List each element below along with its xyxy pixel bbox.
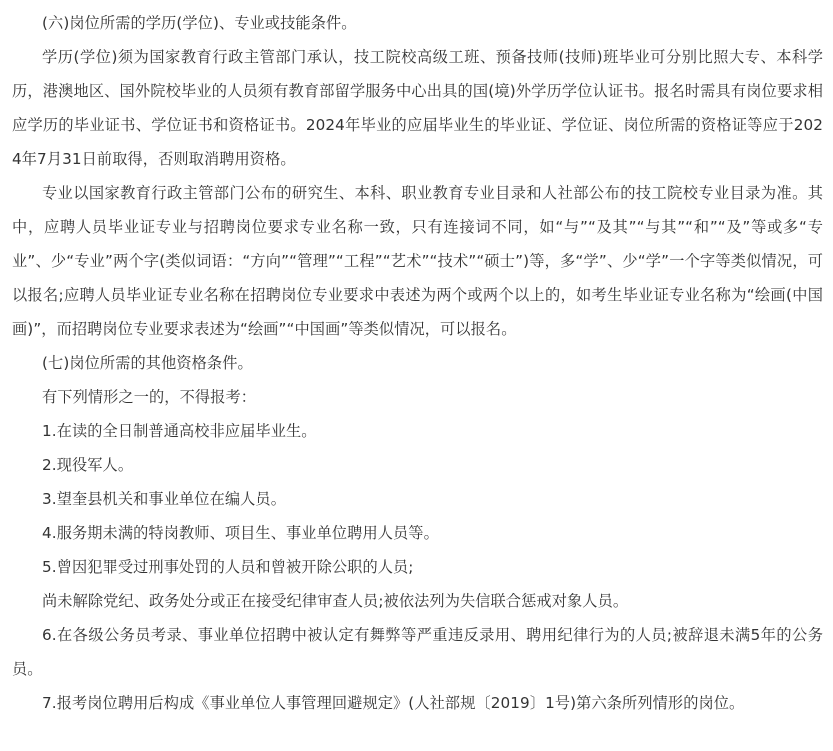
- list-item-exclusion-6: 6.在各级公务员考录、事业单位招聘中被认定有舞弊等严重违反录用、聘用纪律行为的人员;被辞退未满5年的公务员。: [12, 626, 823, 678]
- list-item-exclusion-5-continued: 尚未解除党纪、政务处分或正在接受纪律审查人员;被依法列为失信联合惩戒对象人员。: [42, 592, 629, 610]
- list-item-exclusion-4: 4.服务期未满的特岗教师、项目生、事业单位聘用人员等。: [42, 524, 439, 542]
- list-item-exclusion-5: 5.曾因犯罪受过刑事处罚的人员和曾被开除公职的人员;: [42, 558, 414, 576]
- section-heading-education: (六)岗位所需的学历(学位)、专业或技能条件。: [42, 14, 357, 32]
- list-item-exclusion-1: 1.在读的全日制普通高校非应届毕业生。: [42, 422, 317, 440]
- list-item-exclusion-2: 2.现役军人。: [42, 456, 134, 474]
- paragraph-exclusion-intro: 有下列情形之一的，不得报考：: [42, 388, 257, 406]
- section-heading-other-qualifications: (七)岗位所需的其他资格条件。: [42, 354, 253, 372]
- paragraph-education-requirements: 学历(学位)须为国家教育行政主管部门承认，技工院校高级工班、预备技师(技师)班毕业可分别比照大专、本科学历，港澳地区、国外院校毕业的人员须有教育部留学服务中心出具的国(境)外学历学位认证书。报名时需具有岗位要求相应学历的毕业证书、学位证书和资格证书。2024年毕业的应届毕业生的毕业证、学位证、岗位所需的资格证等应于2024年7月31日前取得，否则取消聘用资格。: [12, 48, 823, 168]
- list-item-exclusion-7: 7.报考岗位聘用后构成《事业单位人事管理回避规定》(人社部规〔2019〕1号)第六条所列情形的岗位。: [42, 694, 745, 712]
- list-item-exclusion-3: 3.望奎县机关和事业单位在编人员。: [42, 490, 287, 508]
- paragraph-major-requirements: 专业以国家教育行政主管部门公布的研究生、本科、职业教育专业目录和人社部公布的技工院校专业目录为准。其中，应聘人员毕业证专业与招聘岗位要求专业名称一致，只有连接词不同，如“与”“及其”“与其”“和”“及”等或多“专业”、少“专业”两个字(类似词语：“方向”“管理”“工程”“艺术”“技术”“硕士”)等，多“学”、少“学”一个字等类似情况，可以报名;应聘人员毕业证专业名称在招聘岗位专业要求中表述为两个或两个以上的，如考生毕业证专业名称为“绘画(中国画)”，而招聘岗位专业要求表述为“绘画”“中国画”等类似情况，可以报名。: [12, 184, 823, 338]
